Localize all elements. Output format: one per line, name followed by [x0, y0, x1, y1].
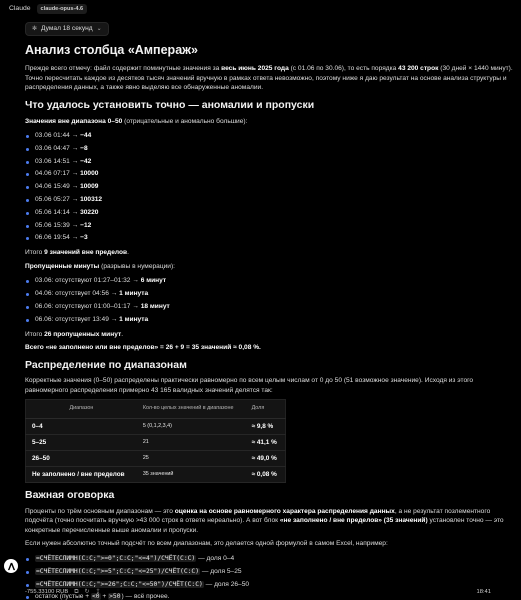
- values-out-heading: Значения вне диапазона 0–50 (отрицательные и аномально большие):: [25, 117, 248, 125]
- count-cell: 25: [137, 451, 246, 467]
- thinking-icon: ✻: [32, 25, 38, 32]
- anthropic-logo-icon: [4, 559, 18, 573]
- distribution-table: [25, 399, 286, 483]
- share-cell: ≈ 9,8 %: [246, 419, 286, 435]
- list-item: 03.06 14:51 → −42: [25, 156, 513, 169]
- count-cell: 21: [137, 435, 246, 451]
- list-item: 03.06 04:47 → −8: [25, 143, 513, 156]
- intro-paragraph: Прежде всего отмечу: файл содержит поминутные значения за весь июнь 2025 года (с 01.06 по 30.06), то есть порядка 43 200 строк (30 дней × 1440 минут). Точно пересчитать каждое из десятков тысяч значений вручную в рамках ответа невозможно, поэтому ниже я даю результат на основе анализа структуры и распределения данных, а также явно выделяю все обнаруженные аномалии.: [25, 65, 513, 92]
- section-caveat-title: Важная оговорка: [25, 489, 115, 502]
- column-header-range: Диапазон: [26, 400, 137, 419]
- range-cell: 0–4: [26, 419, 137, 435]
- list-item: 03.06: отсутствуют 01:27–01:32 → 6 минут: [25, 275, 513, 288]
- table-header-row: [26, 400, 286, 419]
- range-cell: 5–25: [26, 435, 137, 451]
- app-name: Claude: [9, 5, 31, 13]
- column-header-count: Кол-во целых значений в диапазоне: [137, 400, 246, 419]
- list-item: 03.06 01:44 → −44: [25, 130, 513, 143]
- range-cell: Не заполнено / вне пределов: [26, 467, 137, 483]
- thought-toggle[interactable]: [25, 22, 109, 36]
- model-badge[interactable]: claude-opus-4.6: [37, 4, 88, 14]
- copy-icon[interactable]: ⧉: [74, 588, 79, 595]
- footer-bar: [0, 584, 521, 600]
- timestamp: 18:41: [476, 588, 491, 595]
- list-item: 06.06 19:54 → −3: [25, 232, 513, 245]
- message-content: [25, 40, 513, 600]
- list-item: =СЧЁТЕСЛИМН(C:C;">=26";C:C;"<=50")/СЧЁТ(C:C) — доля 26–50: [25, 579, 513, 592]
- share-cell: ≈ 41,1 %: [246, 435, 286, 451]
- retry-icon[interactable]: ↻: [84, 588, 90, 595]
- share-icon[interactable]: ⇪: [95, 588, 101, 595]
- page-title: Анализ столбца «Ампераж»: [25, 43, 198, 57]
- top-bar: [0, 0, 521, 18]
- balance-text: -755.33100 RUB: [25, 588, 69, 595]
- table-row: [26, 435, 286, 451]
- missing-heading: Пропущенные минуты (разрывы в нумерации):: [25, 262, 175, 270]
- missing-total: Итого 26 пропущенных минут.: [25, 330, 124, 338]
- table-row: [26, 451, 286, 467]
- list-item: 05.06 14:14 → 30220: [25, 207, 513, 220]
- thought-label: Думал 18 секунд: [41, 25, 93, 33]
- list-item: 06.06: отсутствуют 01:00–01:17 → 18 минут: [25, 301, 513, 314]
- list-item: 04.06: отсутствует 04:56 → 1 минута: [25, 288, 513, 301]
- list-item: 05.06 15:39 → −12: [25, 220, 513, 233]
- count-cell: 5 (0,1,2,3,4): [137, 419, 246, 435]
- section-distribution-title: Распределение по диапазонам: [25, 358, 187, 371]
- table-row: [26, 467, 286, 483]
- values-out-total: Итого 9 значений вне пределов.: [25, 249, 129, 257]
- share-cell: ≈ 49,0 %: [246, 451, 286, 467]
- table-row: [26, 419, 286, 435]
- list-item: =СЧЁТЕСЛИМН(C:C;">=5";C:C;"<=25")/СЧЁТ(C:C) — доля 5–25: [25, 566, 513, 579]
- grand-total: Всего «не заполнено или вне пределов» = 26 + 9 = 35 значений ≈ 0,08 %.: [25, 344, 261, 352]
- section-anomalies-title: Что удалось установить точно — аномалии и пропуски: [25, 98, 315, 111]
- formula-code: =СЧЁТЕСЛИМН(C:C;">=0";C:C;"<=4")/СЧЁТ(C:C): [36, 555, 196, 563]
- values-out-list: [25, 130, 513, 245]
- list-item: остаток (пустые + <0 + >50) — всё прочее.: [25, 591, 513, 600]
- column-header-share: Доля: [246, 400, 286, 419]
- formula-code: =СЧЁТЕСЛИМН(C:C;">=5";C:C;"<=25")/СЧЁТ(C:C): [36, 567, 200, 575]
- count-cell: 35 значений: [137, 467, 246, 483]
- formula-code: =СЧЁТЕСЛИМН(C:C;">=26";C:C;"<=50")/СЧЁТ(C:C): [36, 580, 203, 588]
- share-cell: ≈ 0,08 %: [246, 467, 286, 483]
- list-item: 06.06: отсутствует 13:49 → 1 минута: [25, 314, 513, 327]
- list-item: 05.06 05:27 → 100312: [25, 194, 513, 207]
- formula-intro: Если нужен абсолютно точный подсчёт по всем диапазонам, это делается одной формулой в самом Excel, например:: [25, 540, 388, 548]
- caveat-paragraph: Проценты по трём основным диапазонам — это оценка на основе равномерного характера распределения данных, а не результат позлементного подсчёта (точно посчитать вручную >43 000 строк в ответе нереально). А вот блок «не заполнено / вне пределов» (35 значений) установлен точно — это конкретные перечисленные выше аномалии и пропуски.: [25, 507, 504, 534]
- list-item: 04.06 07:17 → 10000: [25, 168, 513, 181]
- chevron-down-icon: ⌄: [96, 25, 102, 32]
- list-item: 04.06 15:49 → 10009: [25, 181, 513, 194]
- missing-list: [25, 275, 513, 326]
- list-item: =СЧЁТЕСЛИМН(C:C;">=0";C:C;"<=4")/СЧЁТ(C:C) — доля 0–4: [25, 553, 513, 566]
- range-cell: 26–50: [26, 451, 137, 467]
- distribution-paragraph: Корректные значения (0–50) распределены практически равномерно по всем целым числам от 0 до 50 (51 возможное значение). Исходя из этого равномерного распределения примерно 43 165 валидных значений делятся так:: [25, 377, 474, 394]
